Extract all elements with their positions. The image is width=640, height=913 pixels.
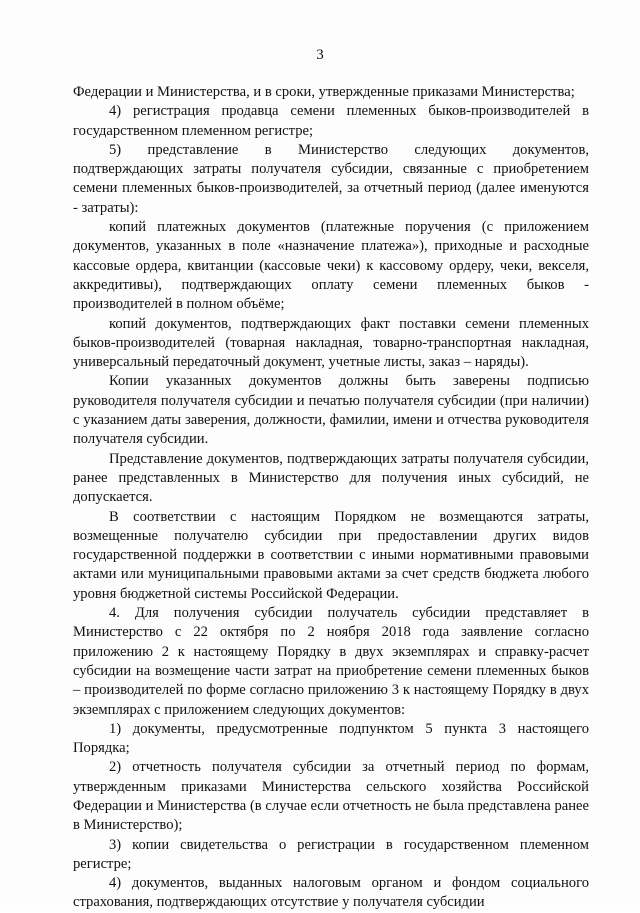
paragraph: 1) документы, предусмотренные подпунктом 5 пункта 3 настоящего Порядка; <box>73 720 589 757</box>
paragraph: копий платежных документов (платежные поручения (с приложением документов, указанных в поле «назначение платежа»), приходные и расходные кассовые ордера, квитанции (кассовые чеки) к кассовому ордеру, чеки, векселя, аккредитивы), подтверждающих оплату семени племенных быков - производителей в полном объёме; <box>73 219 589 313</box>
paragraph: Представление документов, подтверждающих затраты получателя субсидии, ранее представленных в Министерство для получения иных субсидий, не допускается. <box>73 450 589 506</box>
paragraph: 4) документов, выданных налоговым органом и фондом социального страхования, подтверждающих отсутствие у получателя субсидии <box>73 875 589 911</box>
paragraph: 5) представление в Министерство следующих документов, подтверждающих затраты получателя субсидии, связанные с приобретением семени племенных быков-производителей, за отчетный период (далее именуются - затраты): <box>73 141 589 216</box>
paragraph: Копии указанных документов должны быть заверены подписью руководителя получателя субсидии и печатью получателя субсидии (при наличии) с указанием даты заверения, должности, фамилии, имени и отчества руководителя получателя субсидии. <box>73 373 589 448</box>
paragraph: 2) отчетность получателя субсидии за отчетный период по формам, утвержденным приказами Министерства сельского хозяйства Российской Федерации и Министерства (в случае если отчетность не была представлена ранее в Министерство); <box>73 759 589 834</box>
paragraph: В соответствии с настоящим Порядком не возмещаются затраты, возмещенные получателю субсидии при предоставлении других видов государственной поддержки в соответствии с иными нормативными правовыми актами или муниципальными правовыми актами за счет средств бюджета любого уровня бюджетной системы Российской Федерации. <box>73 508 589 602</box>
document-body <box>73 83 589 913</box>
paragraph: 4. Для получения субсидии получатель субсидии представляет в Министерство с 22 октября по 2 ноября 2018 года заявление согласно приложению 2 к настоящему Порядку в двух экземплярах и справку-расчет субсидии на возмещение части затрат на приобретение семени племенных быков – производителей по форме согласно приложению 3 к настоящему Порядку в двух экземплярах с приложением следующих документов: <box>73 605 589 718</box>
paragraph: копий документов, подтверждающих факт поставки семени племенных быков-производителей (товарная накладная, товарно-транспортная накладная, универсальный передаточный документ, учетные листы, заказ – наряды). <box>73 315 589 371</box>
paragraph: 4) регистрация продавца семени племенных быков-производителей в государственном племенном регистре; <box>73 103 589 139</box>
page-number: 3 <box>316 47 324 63</box>
paragraph: 3) копии свидетельства о регистрации в государственном племенном регистре; <box>73 836 589 872</box>
paragraph: Федерации и Министерства, и в сроки, утвержденные приказами Министерства; <box>73 84 575 100</box>
